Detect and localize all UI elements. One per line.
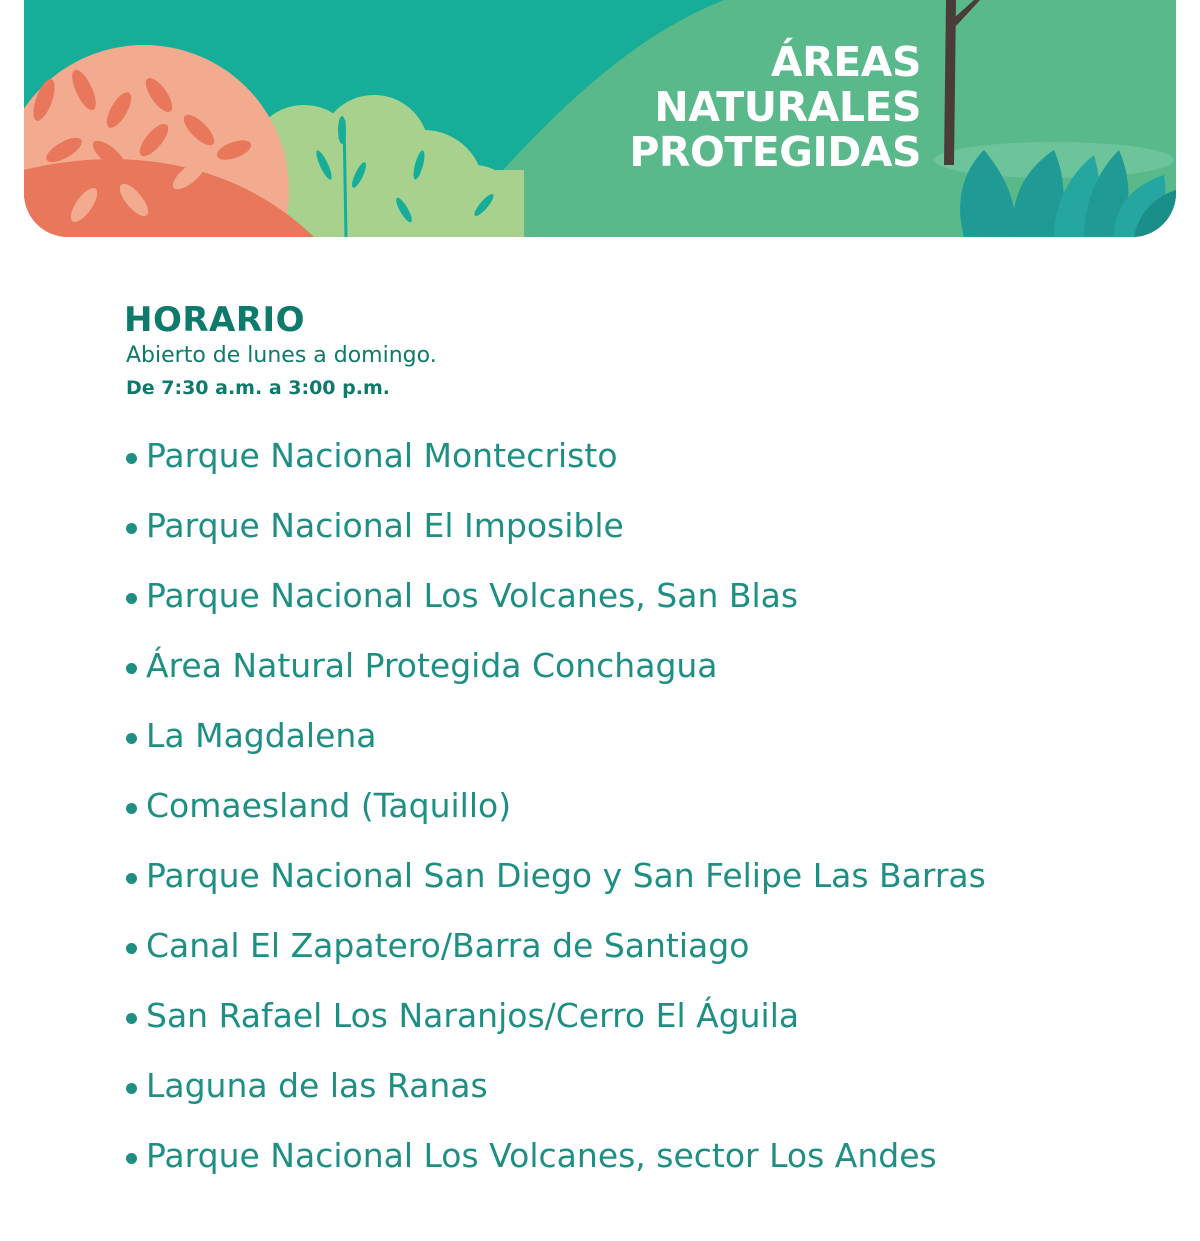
place-name: Canal El Zapatero/Barra de Santiago [146,925,750,965]
places-list [124,420,1164,1190]
schedule-section [124,300,1164,1190]
place-name: Parque Nacional Los Volcanes, San Blas [146,575,799,615]
place-name: Comaesland (Taquillo) [146,785,512,825]
bullet-icon [126,733,137,744]
place-name: Área Natural Protegida Conchagua [146,645,718,685]
bullet-icon [126,453,137,464]
schedule-days: Abierto de lunes a domingo. [126,343,437,368]
list-item [124,980,1164,1050]
banner-title-line: ÁREAS [770,38,921,86]
banner-title-line: PROTEGIDAS [629,128,921,176]
bullet-icon [126,523,137,534]
place-name: La Magdalena [146,715,377,755]
header-banner [24,0,1176,237]
banner-title [629,40,921,175]
schedule-hours: De 7:30 a.m. a 3:00 p.m. [126,377,390,399]
bullet-icon [126,1013,137,1024]
list-item [124,770,1164,840]
list-item [124,840,1164,910]
banner-title-line: NATURALES [654,83,921,131]
bullet-icon [126,943,137,954]
place-name: Parque Nacional El Imposible [146,505,624,545]
bullet-icon [126,1153,137,1164]
list-item [124,700,1164,770]
bullet-icon [126,593,137,604]
bullet-icon [126,803,137,814]
schedule-heading: HORARIO [124,300,306,340]
bullet-icon [126,873,137,884]
list-item [124,910,1164,980]
place-name: Laguna de las Ranas [146,1065,488,1105]
bullet-icon [126,663,137,674]
bullet-icon [126,1083,137,1094]
tree-trunk-icon [944,0,956,165]
list-item [124,630,1164,700]
landscape-illustration [24,0,1176,237]
place-name: Parque Nacional San Diego y San Felipe Las Barras [146,855,986,895]
place-name: San Rafael Los Naranjos/Cerro El Águila [146,995,800,1035]
place-name: Parque Nacional Los Volcanes, sector Los Andes [146,1135,937,1175]
list-item [124,1120,1164,1190]
list-item [124,420,1164,490]
place-name: Parque Nacional Montecristo [146,435,618,475]
list-item [124,490,1164,560]
list-item [124,1050,1164,1120]
list-item [124,560,1164,630]
